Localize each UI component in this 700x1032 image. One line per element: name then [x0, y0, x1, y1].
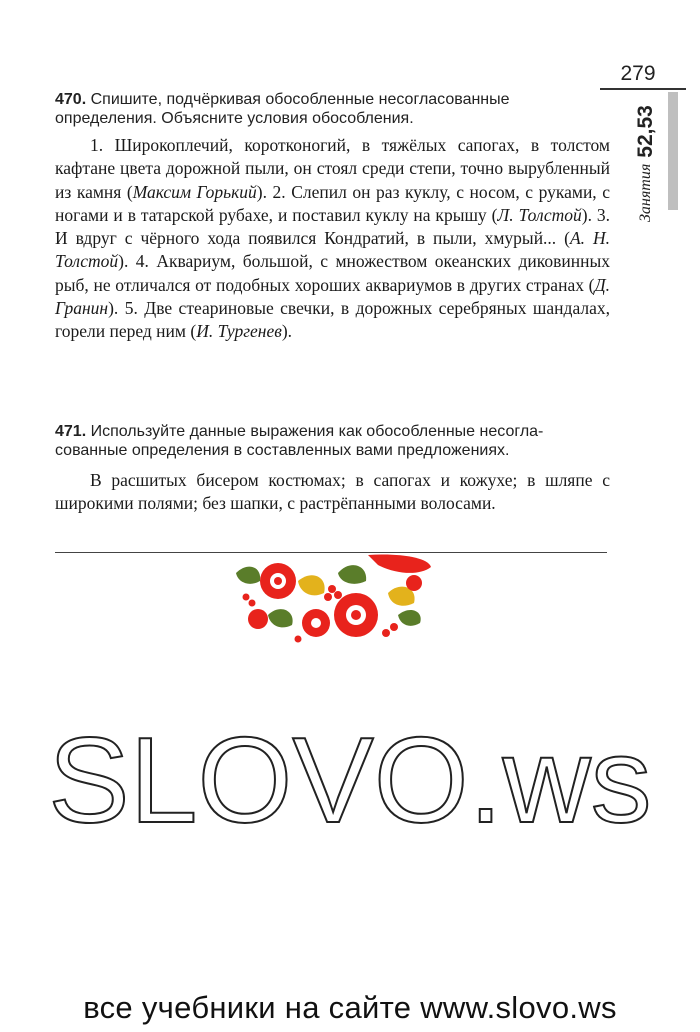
exercise-471-number: 471.	[55, 423, 87, 440]
author-granin: Д. Гранин	[55, 274, 610, 319]
floral-ornament-illustration	[228, 553, 443, 648]
exercise-471-task-line-2: сованные определения в составленных вами предложениях.	[55, 442, 510, 459]
sentence-1: 1. Широкоплечий, коротконогий, в тяжёлых сапогах, в толстом кафтане цвета дорожной пыли, он стоял среди степи, точно вырубленный из камня (	[55, 135, 610, 202]
exercise-471-task-line-1	[55, 422, 610, 441]
closing-punct: ).	[281, 321, 293, 342]
exercise-471	[55, 422, 610, 516]
exercise-470	[55, 90, 610, 344]
exercise-470-paragraph	[55, 134, 610, 344]
lesson-word: Занятия	[637, 163, 654, 222]
author-tolstoy-an: А. Н. Толстой	[55, 228, 611, 272]
side-bar-decoration	[668, 92, 678, 210]
header-rule	[600, 88, 686, 90]
watermark-slovo	[0, 720, 700, 850]
sentence-5: ). 5. Две стеариновые свечки, в дорожных серебряных шандалах, горели перед ним (	[55, 298, 610, 342]
lesson-numbers: 52,53	[634, 105, 657, 158]
lesson-side-label	[628, 92, 664, 222]
exercise-470-body	[55, 134, 610, 344]
sentence-4: ). 4. Аквариум, большой, с множеством океанских диковинных рыб, не отличался от подобных хороших аквариумов в других странах (	[55, 251, 610, 295]
author-tolstoy-l: Л. Толстой	[497, 204, 582, 225]
watermark-slovo-text: SLOVO.ws	[48, 720, 652, 848]
sentence-3: ). 3. И вдруг с чёрного хода появился Кондратий, в пыли, хмурый... (	[55, 204, 610, 249]
footer-watermark: все учебники на сайте www.slovo.ws	[83, 990, 617, 1025]
exercise-470-number: 470.	[55, 91, 87, 108]
exercise-470-task-text-1: Спишите, подчёркивая обособленные несогласованные	[90, 91, 510, 108]
page-number: 279	[620, 62, 656, 85]
exercise-471-paragraph: В расшитых бисером костюмах; в сапогах и кожухе; в шляпе с широкими полями; без шапки, с растрёпанными волосами.	[55, 470, 610, 514]
author-gorky: Максим Горький	[132, 181, 257, 202]
sentence-2: ). 2. Слепил он раз куклу, с носом, с руками, с ногами и в татарской рубахе, и поставил куклу на крышу (	[55, 181, 611, 225]
exercise-471-body	[55, 469, 610, 516]
exercise-470-task-line-1	[55, 90, 610, 109]
exercise-470-task-line-2: определения. Объясните условия обособления.	[55, 110, 414, 127]
author-turgenev: И. Тургенев	[196, 321, 282, 342]
exercise-471-task-text-1: Используйте данные выражения как обособленные несогла-	[90, 423, 544, 440]
